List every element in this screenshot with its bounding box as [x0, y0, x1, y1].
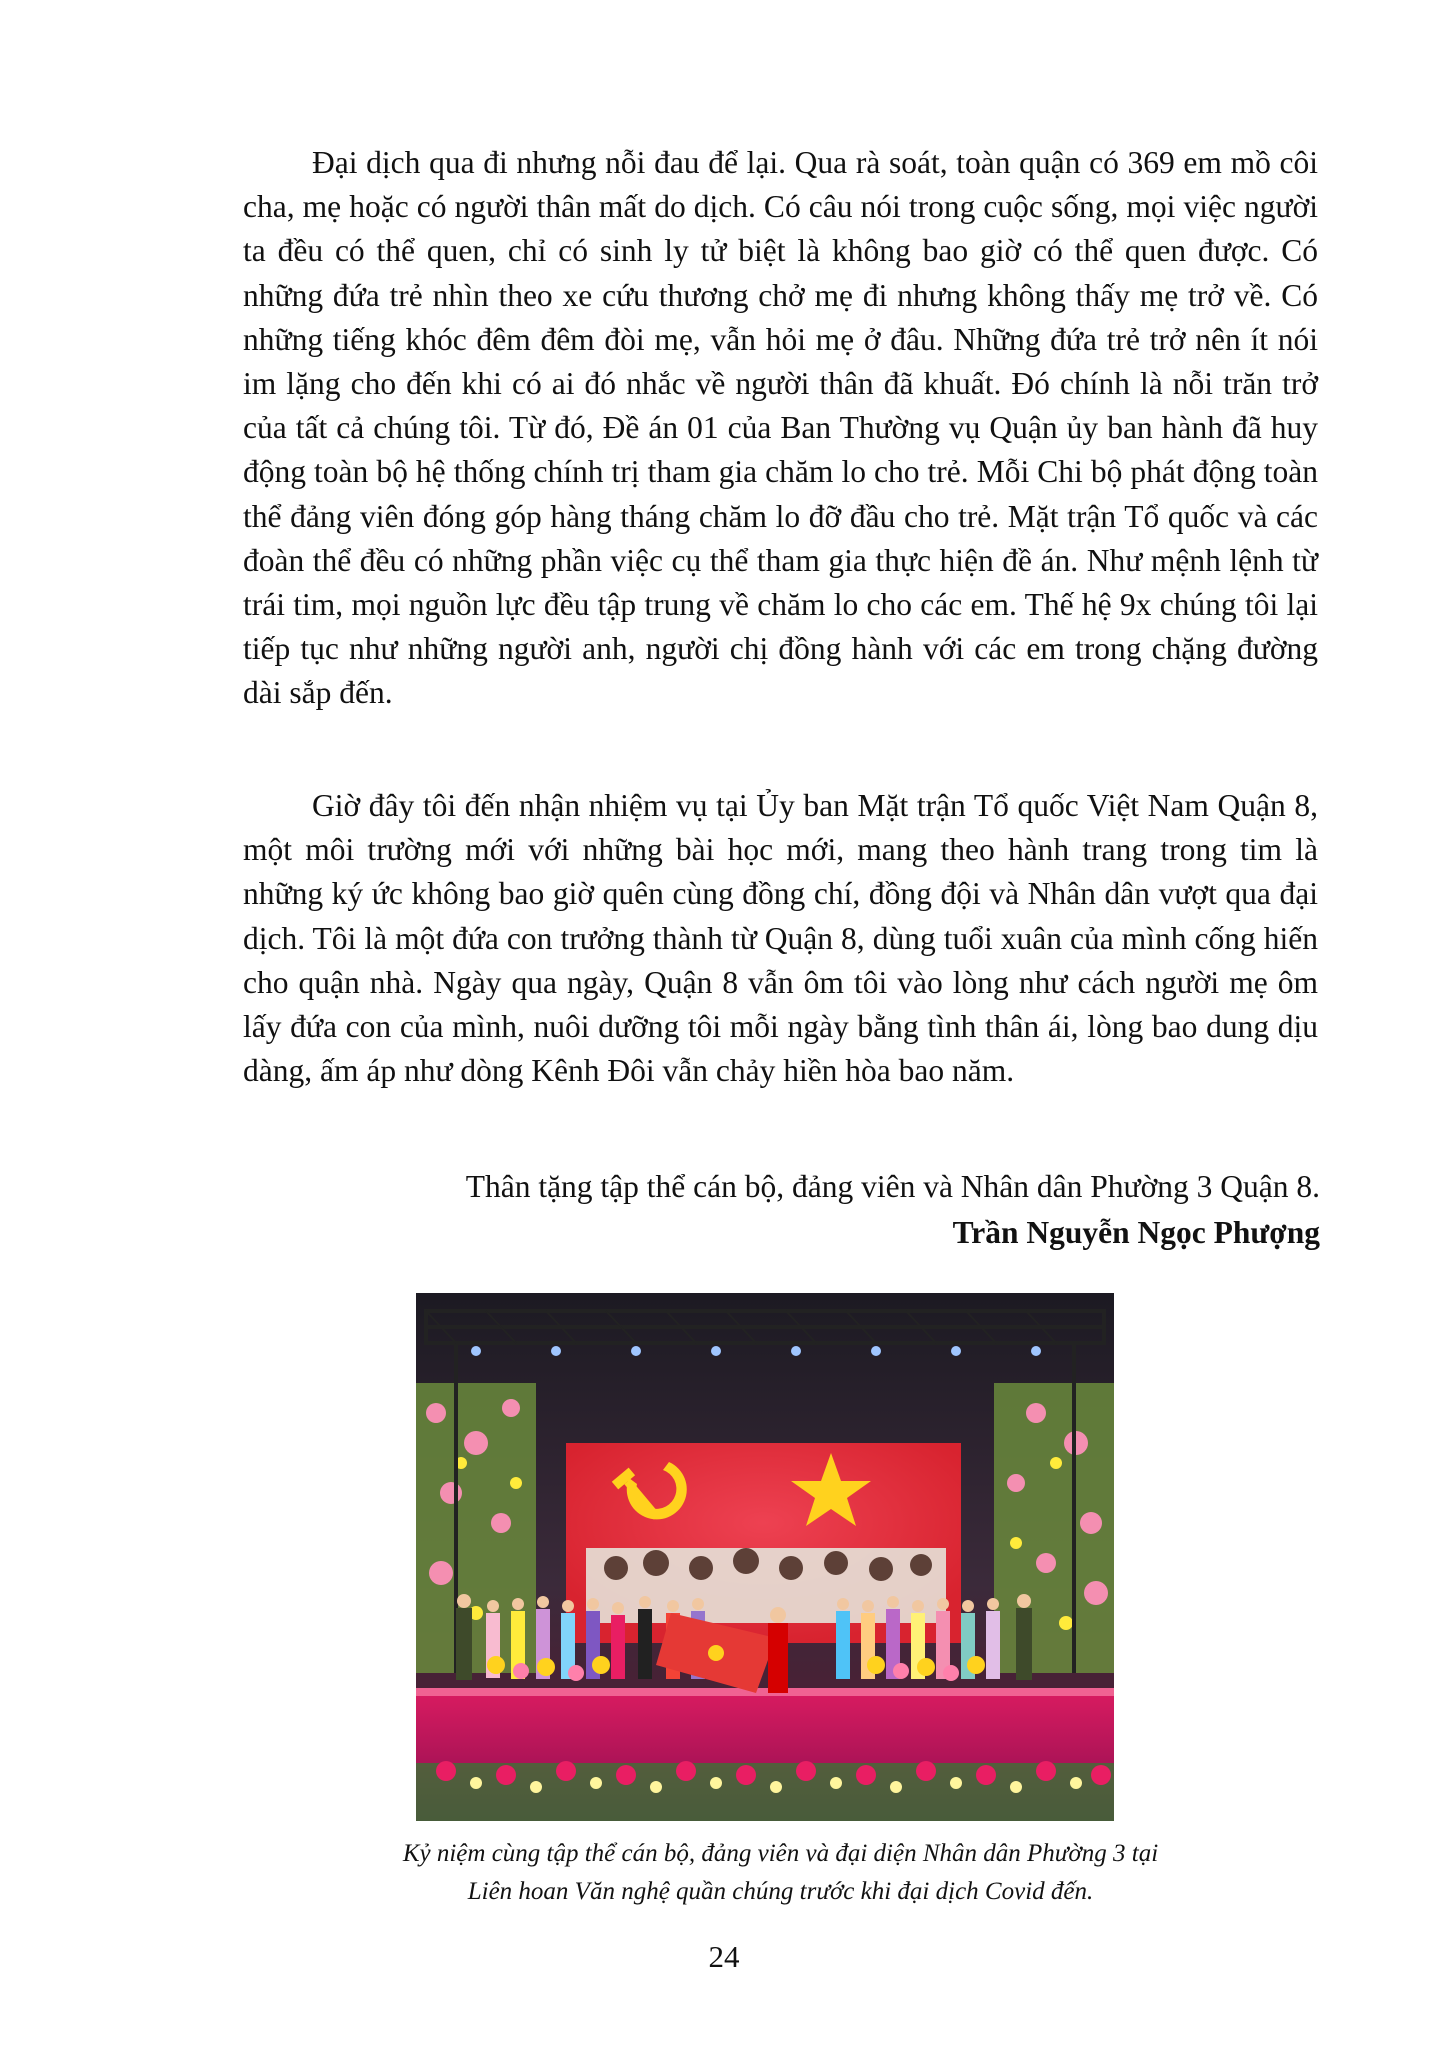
photo-caption: [243, 1835, 1318, 1911]
author-name: Trần Nguyễn Ngọc Phượng: [952, 1215, 1320, 1250]
body-paragraph-1: Đại dịch qua đi nhưng nỗi đau để lại. Qua rà soát, toàn quận có 369 em mồ côi cha, mẹ hoặc có người thân mất do dịch. Có câu nói trong cuộc sống, mọi việc người ta đều có thể quen, chỉ có sinh ly tử biệt là không bao giờ có thể quen được. Có những đứa trẻ nhìn theo xe cứu thương chở mẹ đi nhưng không thấy mẹ trở về. Có những tiếng khóc đêm đêm đòi mẹ, vẫn hỏi mẹ ở đâu. Những đứa trẻ trở nên ít nói im lặng cho đến khi có ai đó nhắc về người thân đã khuất. Đó chính là nỗi trăn trở của tất cả chúng tôi. Từ đó, Đề án 01 của Ban Thường vụ Quận ủy ban hành đã huy động toàn bộ hệ thống chính trị tham gia chăm lo cho trẻ. Mỗi Chi bộ phát động toàn thể đảng viên đóng góp hàng tháng chăm lo đỡ đầu cho trẻ. Mặt trận Tổ quốc và các đoàn thể đều có những phần việc cụ thể tham gia thực hiện đề án. Như mệnh lệnh từ trái tim, mọi nguồn lực đều tập trung về chăm lo cho các em. Thế hệ 9x chúng tôi lại tiếp tục như những người anh, người chị đồng hành với các em trong chặng đường dài sắp đến.: [243, 145, 1318, 711]
stage-photo: [416, 1293, 1114, 1821]
caption-line-2: Liên hoan Văn nghệ quần chúng trước khi đại dịch Covid đến.: [467, 1878, 1094, 1905]
dedication-line: Thân tặng tập thể cán bộ, đảng viên và Nhân dân Phường 3 Quận 8.: [465, 1169, 1320, 1204]
caption-line-1: Kỷ niệm cùng tập thể cán bộ, đảng viên và đại diện Nhân dân Phường 3 tại: [402, 1840, 1159, 1867]
stage-photo-illustration: [416, 1293, 1114, 1821]
page-number: 24: [708, 1939, 740, 1974]
body-paragraph-2: Giờ đây tôi đến nhận nhiệm vụ tại Ủy ban Mặt trận Tổ quốc Việt Nam Quận 8, một môi trường mới với những bài học mới, mang theo hành trang trong tim là những ký ức không bao giờ quên cùng đồng chí, đồng đội và Nhân dân vượt qua đại dịch. Tôi là một đứa con trưởng thành từ Quận 8, dùng tuổi xuân của mình cống hiến cho quận nhà. Ngày qua ngày, Quận 8 vẫn ôm tôi vào lòng như cách người mẹ ôm lấy đứa con của mình, nuôi dưỡng tôi mỗi ngày bằng tình thân ái, lòng bao dung dịu dàng, ấm áp như dòng Kênh Đôi vẫn chảy hiền hòa bao năm.: [243, 788, 1318, 1089]
